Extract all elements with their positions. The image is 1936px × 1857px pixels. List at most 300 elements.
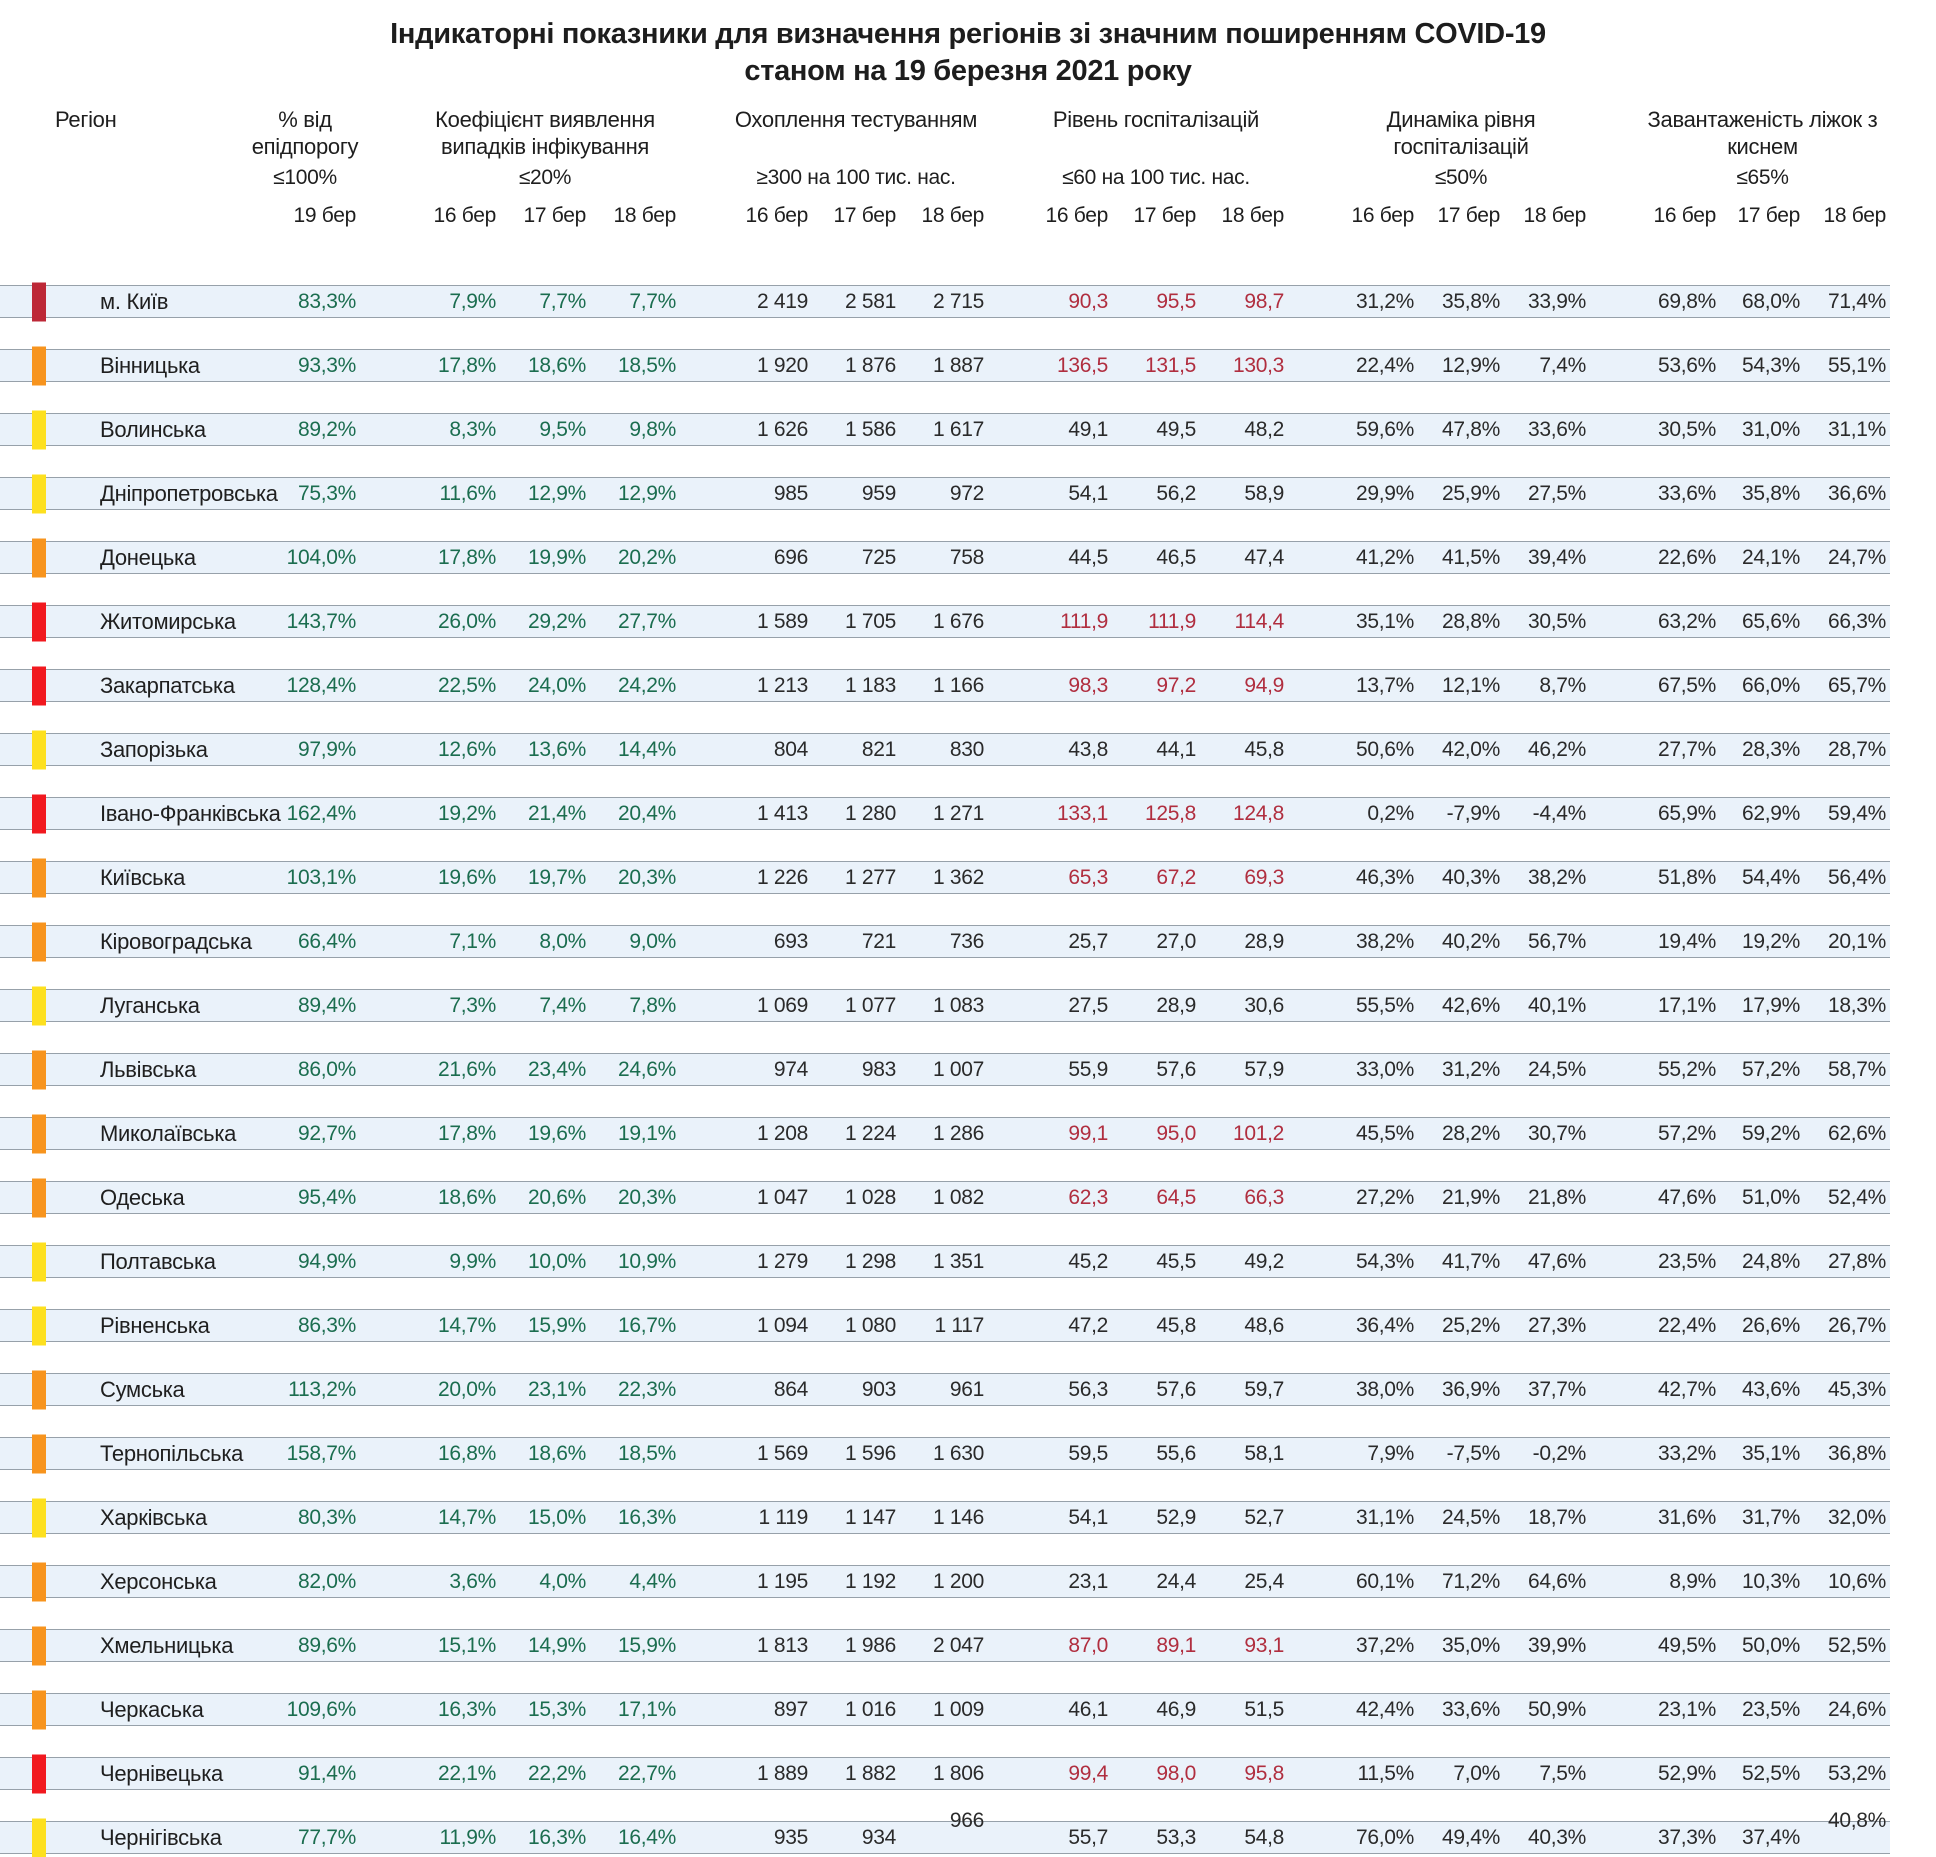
testing-coverage-value: 1 083: [932, 993, 984, 1017]
detection-coef-value: 15,9%: [617, 1633, 676, 1657]
spacer: [0, 204, 250, 228]
status-marker: [32, 858, 46, 897]
detection-coef-value: 9,9%: [449, 1249, 496, 1273]
detection-coef-value: 16,7%: [617, 1313, 676, 1337]
status-marker: [32, 1434, 46, 1473]
testing-coverage-value: 736: [949, 929, 984, 953]
column-group-headers: [0, 106, 1890, 164]
detection-coef-value: 21,4%: [527, 801, 586, 825]
testing-coverage-value: 1 806: [932, 1761, 984, 1785]
testing-coverage-value: 1 630: [932, 1441, 984, 1465]
region-name: Житомирська: [100, 608, 236, 634]
detection-coef-value: 13,6%: [527, 737, 586, 761]
region-cell: [0, 1057, 250, 1083]
oxygen-bed-occupancy-value: 10,3%: [1741, 1569, 1800, 1593]
region-cell: [0, 800, 281, 827]
hospitalization-dynamics-value: 35,1%: [1355, 609, 1414, 633]
hospitalization-dynamics-value: 41,7%: [1441, 1249, 1500, 1273]
epid-threshold-value: 89,6%: [297, 1633, 356, 1657]
date-label: 18 бер: [613, 204, 676, 227]
date-label: 16 бер: [745, 204, 808, 227]
detection-coef-value: 17,8%: [437, 1121, 496, 1145]
date-label: 17 бер: [1437, 204, 1500, 227]
oxygen-bed-occupancy-value: 62,6%: [1827, 1121, 1886, 1145]
hospitalization-dynamics-value: 36,9%: [1441, 1377, 1500, 1401]
testing-coverage-value: 1 226: [756, 865, 808, 889]
date-label: 17 бер: [833, 204, 896, 227]
oxygen-bed-occupancy-value: 63,2%: [1657, 609, 1716, 633]
oxygen-bed-occupancy-value: 57,2%: [1657, 1121, 1716, 1145]
hospitalization-level-value: 55,7: [1068, 1825, 1108, 1849]
threshold-epid: ≤100%: [273, 166, 337, 189]
date-label: 18 бер: [1823, 204, 1886, 227]
testing-coverage-value: 1 224: [844, 1121, 896, 1145]
oxygen-bed-occupancy-value: 36,6%: [1827, 481, 1886, 505]
oxygen-bed-occupancy-value: 23,1%: [1657, 1697, 1716, 1721]
hospitalization-dynamics-value: 38,2%: [1527, 865, 1586, 889]
detection-coef-value: 20,0%: [437, 1377, 496, 1401]
testing-coverage-value: 1 007: [932, 1057, 984, 1081]
wrapped-overflow-value: 966: [949, 1808, 984, 1832]
oxygen-bed-occupancy-value: 23,5%: [1741, 1697, 1800, 1721]
epid-threshold-value: 143,7%: [286, 609, 356, 633]
detection-coef-value: 16,8%: [437, 1441, 496, 1465]
oxygen-bed-occupancy-value: 37,3%: [1657, 1825, 1716, 1849]
table-row: [0, 477, 1890, 510]
hospitalization-dynamics-value: 35,0%: [1441, 1633, 1500, 1657]
status-marker: [32, 410, 46, 449]
table-body: [0, 285, 1936, 1854]
detection-coef-value: 19,7%: [527, 865, 586, 889]
detection-coef-value: 7,4%: [539, 993, 586, 1017]
threshold-detection-coef: ≤20%: [518, 166, 572, 189]
hospitalization-dynamics-value: 13,7%: [1355, 673, 1414, 697]
hospitalization-level-value: 44,1: [1156, 737, 1196, 761]
hospitalization-level-value: 87,0: [1068, 1633, 1108, 1657]
testing-coverage-value: 1 119: [758, 1505, 808, 1529]
detection-coef-value: 18,6%: [437, 1185, 496, 1209]
hospitalization-level-value: 54,1: [1068, 481, 1108, 505]
detection-coef-value: 24,0%: [527, 673, 586, 697]
oxygen-bed-occupancy-value: 53,2%: [1827, 1761, 1886, 1785]
testing-coverage-value: 1 586: [844, 417, 896, 441]
region-name: Львівська: [100, 1056, 197, 1082]
detection-coef-value: 18,6%: [527, 353, 586, 377]
detection-coef-value: 9,5%: [539, 417, 586, 441]
testing-coverage-value: 903: [861, 1377, 896, 1401]
hospitalization-level-value: 28,9: [1244, 929, 1284, 953]
hospitalization-level-value: 58,9: [1244, 481, 1284, 505]
testing-coverage-value: 1 596: [844, 1441, 896, 1465]
detection-coef-value: 14,7%: [437, 1313, 496, 1337]
detection-coef-value: 11,9%: [439, 1825, 496, 1849]
region-name: Миколаївська: [100, 1120, 237, 1146]
hospitalization-dynamics-value: 39,9%: [1527, 1633, 1586, 1657]
oxygen-bed-occupancy-value: 27,8%: [1827, 1249, 1886, 1273]
oxygen-bed-occupancy-value: 50,0%: [1741, 1633, 1800, 1657]
table-row: [0, 669, 1890, 702]
status-marker: [32, 794, 46, 833]
table-row: [0, 1373, 1890, 1406]
oxygen-bed-occupancy-value: 52,4%: [1827, 1185, 1886, 1209]
status-marker: [32, 1562, 46, 1601]
testing-coverage-value: 934: [861, 1825, 896, 1849]
oxygen-bed-occupancy-value: 53,6%: [1657, 353, 1716, 377]
oxygen-bed-occupancy-value: 62,9%: [1741, 801, 1800, 825]
epid-threshold-value: 86,0%: [297, 1057, 356, 1081]
oxygen-bed-occupancy-value: 31,0%: [1741, 417, 1800, 441]
detection-coef-value: 22,7%: [617, 1761, 676, 1785]
testing-coverage-value: 983: [861, 1057, 896, 1081]
hospitalization-dynamics-value: 50,9%: [1527, 1697, 1586, 1721]
epid-threshold-value: 162,4%: [286, 801, 356, 825]
epid-threshold-value: 128,4%: [286, 673, 356, 697]
group-title-oxygen-beds: Завантаженість ліжок з киснем: [1647, 107, 1878, 159]
hospitalization-level-value: 27,5: [1068, 993, 1108, 1017]
hospitalization-dynamics-value: 27,5%: [1527, 481, 1586, 505]
epid-threshold-value: 91,4%: [297, 1761, 356, 1785]
testing-coverage-value: 1 813: [756, 1633, 808, 1657]
hospitalization-dynamics-value: 38,0%: [1355, 1377, 1414, 1401]
threshold-row: [0, 166, 1890, 190]
hospitalization-level-value: 58,1: [1244, 1441, 1284, 1465]
testing-coverage-value: 972: [949, 481, 984, 505]
testing-coverage-value: 1 887: [932, 353, 984, 377]
detection-coef-value: 24,2%: [617, 673, 676, 697]
hospitalization-level-value: 57,6: [1156, 1377, 1196, 1401]
region-cell: [0, 545, 250, 571]
oxygen-bed-occupancy-value: 52,5%: [1741, 1761, 1800, 1785]
hospitalization-level-value: 54,1: [1068, 1505, 1108, 1529]
hospitalization-dynamics-value: 22,4%: [1355, 353, 1414, 377]
date-label: 17 бер: [523, 204, 586, 227]
epid-threshold-value: 66,4%: [297, 929, 356, 953]
hospitalization-dynamics-value: 24,5%: [1441, 1505, 1500, 1529]
region-cell: [0, 289, 250, 315]
region-name: Луганська: [100, 992, 200, 1018]
epid-threshold-value: 89,4%: [297, 993, 356, 1017]
testing-coverage-value: 1 876: [844, 353, 896, 377]
testing-coverage-value: 1 082: [932, 1185, 984, 1209]
hospitalization-level-value: 54,8: [1244, 1825, 1284, 1849]
testing-coverage-value: 804: [773, 737, 808, 761]
spacer: [0, 166, 250, 190]
testing-coverage-value: 1 676: [932, 609, 984, 633]
detection-coef-value: 12,9%: [527, 481, 586, 505]
threshold-hospitalization-dynamics: ≤50%: [1434, 166, 1488, 189]
hospitalization-level-value: 130,3: [1232, 353, 1284, 377]
hospitalization-level-value: 52,7: [1244, 1505, 1284, 1529]
testing-coverage-value: 1 362: [932, 865, 984, 889]
region-cell: [0, 353, 250, 379]
detection-coef-value: 14,7%: [437, 1505, 496, 1529]
hospitalization-dynamics-value: 41,2%: [1355, 545, 1414, 569]
testing-coverage-value: 1 986: [844, 1633, 896, 1657]
status-marker: [32, 346, 46, 385]
hospitalization-level-value: 56,2: [1156, 481, 1196, 505]
oxygen-bed-occupancy-value: 67,5%: [1657, 673, 1716, 697]
status-marker: [32, 602, 46, 641]
hospitalization-level-value: 48,6: [1244, 1313, 1284, 1337]
testing-coverage-value: 1 351: [932, 1249, 984, 1273]
detection-coef-value: 18,5%: [617, 353, 676, 377]
oxygen-bed-occupancy-value: 71,4%: [1827, 289, 1886, 313]
detection-coef-value: 10,9%: [617, 1249, 676, 1273]
testing-coverage-value: 758: [949, 545, 984, 569]
status-marker: [32, 474, 46, 513]
hospitalization-level-value: 111,9: [1148, 609, 1196, 633]
detection-coef-value: 16,3%: [527, 1825, 586, 1849]
status-marker: [32, 538, 46, 577]
hospitalization-level-value: 25,7: [1068, 929, 1108, 953]
table-row: [0, 1565, 1890, 1598]
date-label: 18 бер: [1523, 204, 1586, 227]
epid-threshold-value: 86,3%: [297, 1313, 356, 1337]
testing-coverage-value: 1 617: [932, 417, 984, 441]
hospitalization-dynamics-value: 21,8%: [1527, 1185, 1586, 1209]
hospitalization-level-value: 25,4: [1244, 1569, 1284, 1593]
detection-coef-value: 15,0%: [527, 1505, 586, 1529]
oxygen-bed-occupancy-value: 66,3%: [1827, 609, 1886, 633]
detection-coef-value: 22,1%: [437, 1761, 496, 1785]
hospitalization-level-value: 28,9: [1156, 993, 1196, 1017]
group-title-hospitalization-dynamics: Динаміка рівня госпіталізацій: [1386, 107, 1536, 159]
testing-coverage-value: 1 094: [756, 1313, 808, 1337]
oxygen-bed-occupancy-value: 35,1%: [1741, 1441, 1800, 1465]
testing-coverage-value: 1 117: [934, 1313, 984, 1337]
hospitalization-level-value: 45,8: [1244, 737, 1284, 761]
hospitalization-dynamics-value: 39,4%: [1527, 545, 1586, 569]
detection-coef-value: 14,9%: [527, 1633, 586, 1657]
testing-coverage-value: 974: [773, 1057, 808, 1081]
date-label: 17 бер: [1737, 204, 1800, 227]
detection-coef-value: 17,8%: [437, 353, 496, 377]
testing-coverage-value: 935: [773, 1825, 808, 1849]
status-marker: [32, 1818, 46, 1857]
testing-coverage-value: 1 569: [756, 1441, 808, 1465]
testing-coverage-value: 1 016: [844, 1697, 896, 1721]
oxygen-bed-occupancy-value: 54,4%: [1741, 865, 1800, 889]
hospitalization-dynamics-value: 36,4%: [1355, 1313, 1414, 1337]
detection-coef-value: 18,6%: [527, 1441, 586, 1465]
testing-coverage-value: 2 419: [756, 289, 808, 313]
region-name: Тернопільська: [100, 1440, 244, 1466]
hospitalization-level-value: 95,8: [1244, 1761, 1284, 1785]
oxygen-bed-occupancy-value: 55,1%: [1827, 353, 1886, 377]
detection-coef-value: 16,3%: [437, 1697, 496, 1721]
testing-coverage-value: 1 146: [932, 1505, 984, 1529]
hospitalization-level-value: 66,3: [1244, 1185, 1284, 1209]
detection-coef-value: 20,3%: [617, 1185, 676, 1209]
epid-threshold-value: 104,0%: [286, 545, 356, 569]
region-cell: [0, 1121, 250, 1147]
hospitalization-level-value: 48,2: [1244, 417, 1284, 441]
hospitalization-level-value: 114,4: [1234, 609, 1284, 633]
detection-coef-value: 8,0%: [539, 929, 586, 953]
hospitalization-dynamics-value: -7,5%: [1446, 1441, 1500, 1465]
group-title-epid-threshold: % від епідпорогу: [251, 107, 359, 159]
hospitalization-level-value: 57,6: [1156, 1057, 1196, 1081]
region-cell: [0, 1249, 250, 1275]
hospitalization-level-value: 24,4: [1156, 1569, 1196, 1593]
oxygen-bed-occupancy-value: 24,8%: [1741, 1249, 1800, 1273]
date-row: [0, 204, 1890, 228]
testing-coverage-value: 725: [861, 545, 896, 569]
oxygen-bed-occupancy-value: 66,0%: [1741, 673, 1800, 697]
status-marker: [32, 1242, 46, 1281]
oxygen-bed-occupancy-value: 28,7%: [1827, 737, 1886, 761]
hospitalization-level-value: 111,9: [1060, 609, 1108, 633]
hospitalization-dynamics-value: 49,4%: [1441, 1825, 1500, 1849]
detection-coef-value: 15,3%: [527, 1697, 586, 1721]
hospitalization-level-value: 43,8: [1068, 737, 1108, 761]
testing-coverage-value: 1 028: [844, 1185, 896, 1209]
region-cell: [0, 1569, 250, 1595]
testing-coverage-value: 1 080: [844, 1313, 896, 1337]
detection-coef-value: 20,6%: [527, 1185, 586, 1209]
oxygen-bed-occupancy-value: 51,0%: [1741, 1185, 1800, 1209]
hospitalization-level-value: 52,9: [1156, 1505, 1196, 1529]
testing-coverage-value: 696: [773, 545, 808, 569]
status-marker: [32, 1114, 46, 1153]
detection-coef-value: 17,8%: [437, 545, 496, 569]
region-name: Кіровоградська: [100, 928, 252, 954]
group-title-hospitalization-level: Рівень госпіталізацій: [1052, 107, 1260, 132]
detection-coef-value: 9,0%: [629, 929, 676, 953]
hospitalization-dynamics-value: 46,3%: [1355, 865, 1414, 889]
table-row: [0, 1309, 1890, 1342]
oxygen-bed-occupancy-value: 43,6%: [1741, 1377, 1800, 1401]
date-label: 16 бер: [433, 204, 496, 227]
report-title: [0, 16, 1936, 90]
hospitalization-dynamics-value: -0,2%: [1532, 1441, 1586, 1465]
table-row: [0, 733, 1890, 766]
testing-coverage-value: 1 009: [932, 1697, 984, 1721]
table-row: [0, 1181, 1890, 1214]
testing-coverage-value: 1 069: [756, 993, 808, 1017]
oxygen-bed-occupancy-value: 54,3%: [1741, 353, 1800, 377]
date-label: 16 бер: [1351, 204, 1414, 227]
hospitalization-dynamics-value: 25,2%: [1441, 1313, 1500, 1337]
oxygen-bed-occupancy-value: 69,8%: [1657, 289, 1716, 313]
region-name: Івано-Франківська: [100, 800, 281, 826]
testing-coverage-value: 1 047: [756, 1185, 808, 1209]
table-row: [0, 413, 1890, 446]
detection-coef-value: 20,4%: [617, 801, 676, 825]
testing-coverage-value: 830: [949, 737, 984, 761]
detection-coef-value: 19,9%: [527, 545, 586, 569]
hospitalization-level-value: 98,3: [1068, 673, 1108, 697]
testing-coverage-value: 2 715: [932, 289, 984, 313]
oxygen-bed-occupancy-value: 31,7%: [1741, 1505, 1800, 1529]
oxygen-bed-occupancy-value: 65,6%: [1741, 609, 1800, 633]
region-cell: [0, 1633, 250, 1659]
status-marker: [32, 1626, 46, 1665]
oxygen-bed-occupancy-value: 52,5%: [1827, 1633, 1886, 1657]
oxygen-bed-occupancy-value: 22,6%: [1657, 545, 1716, 569]
hospitalization-dynamics-value: 7,5%: [1539, 1761, 1586, 1785]
threshold-testing-coverage: ≥300 на 100 тис. нас.: [756, 166, 956, 189]
threshold-hospitalization-level: ≤60 на 100 тис. нас.: [1062, 166, 1250, 189]
detection-coef-value: 17,1%: [617, 1697, 676, 1721]
oxygen-bed-occupancy-value: 59,4%: [1827, 801, 1886, 825]
detection-coef-value: 7,8%: [629, 993, 676, 1017]
epid-threshold-value: 103,1%: [286, 865, 356, 889]
region-name: Рівненська: [100, 1312, 210, 1338]
region-name: Київська: [100, 864, 186, 890]
hospitalization-dynamics-value: 55,5%: [1355, 993, 1414, 1017]
epid-threshold-value: 94,9%: [297, 1249, 356, 1273]
date-label: 16 бер: [1653, 204, 1716, 227]
hospitalization-dynamics-value: 21,9%: [1441, 1185, 1500, 1209]
hospitalization-level-value: 131,5: [1144, 353, 1196, 377]
oxygen-bed-occupancy-value: 35,8%: [1741, 481, 1800, 505]
hospitalization-level-value: 98,0: [1156, 1761, 1196, 1785]
hospitalization-dynamics-value: 47,8%: [1441, 417, 1500, 441]
testing-coverage-value: 1 279: [756, 1249, 808, 1273]
status-marker: [32, 730, 46, 769]
hospitalization-dynamics-value: 27,2%: [1355, 1185, 1414, 1209]
detection-coef-value: 27,7%: [617, 609, 676, 633]
detection-coef-value: 22,3%: [617, 1377, 676, 1401]
region-cell: [0, 673, 250, 699]
hospitalization-dynamics-value: 12,1%: [1441, 673, 1500, 697]
region-name: Дніпропетровська: [100, 480, 278, 506]
status-marker: [32, 1050, 46, 1089]
oxygen-bed-occupancy-value: 8,9%: [1669, 1569, 1716, 1593]
oxygen-bed-occupancy-value: 65,7%: [1827, 673, 1886, 697]
hospitalization-dynamics-value: 33,6%: [1441, 1697, 1500, 1721]
oxygen-bed-occupancy-value: 20,1%: [1827, 929, 1886, 953]
testing-coverage-value: 721: [861, 929, 896, 953]
status-marker: [32, 1754, 46, 1793]
detection-coef-value: 26,0%: [437, 609, 496, 633]
hospitalization-dynamics-value: 35,8%: [1441, 289, 1500, 313]
table-row: [0, 861, 1890, 894]
hospitalization-level-value: 49,2: [1244, 1249, 1284, 1273]
hospitalization-level-value: 55,6: [1156, 1441, 1196, 1465]
hospitalization-level-value: 57,9: [1244, 1057, 1284, 1081]
region-name: Одеська: [100, 1184, 185, 1210]
detection-coef-value: 9,8%: [629, 417, 676, 441]
status-marker: [32, 1178, 46, 1217]
hospitalization-level-value: 27,0: [1156, 929, 1196, 953]
threshold-oxygen-beds: ≤65%: [1736, 166, 1789, 189]
hospitalization-dynamics-value: 47,6%: [1527, 1249, 1586, 1273]
hospitalization-dynamics-value: 64,6%: [1527, 1569, 1586, 1593]
detection-coef-value: 4,0%: [539, 1569, 586, 1593]
detection-coef-value: 22,5%: [437, 673, 496, 697]
region-cell: [0, 1505, 250, 1531]
hospitalization-dynamics-value: 24,5%: [1527, 1057, 1586, 1081]
oxygen-bed-occupancy-value: 31,1%: [1827, 417, 1886, 441]
hospitalization-level-value: 69,3: [1244, 865, 1284, 889]
region-cell: [0, 480, 278, 507]
epid-threshold-value: 80,3%: [297, 1505, 356, 1529]
region-cell: [0, 865, 250, 891]
hospitalization-level-value: 99,1: [1068, 1121, 1108, 1145]
testing-coverage-value: 1 192: [844, 1569, 896, 1593]
testing-coverage-value: 1 286: [932, 1121, 984, 1145]
hospitalization-dynamics-value: 25,9%: [1441, 481, 1500, 505]
oxygen-bed-occupancy-value: 23,5%: [1657, 1249, 1716, 1273]
oxygen-bed-occupancy-value: 19,4%: [1657, 929, 1716, 953]
detection-coef-value: 19,6%: [527, 1121, 586, 1145]
hospitalization-dynamics-value: 33,9%: [1527, 289, 1586, 313]
hospitalization-level-value: 47,2: [1068, 1313, 1108, 1337]
hospitalization-level-value: 136,5: [1056, 353, 1108, 377]
epid-threshold-value: 113,2%: [288, 1377, 356, 1401]
